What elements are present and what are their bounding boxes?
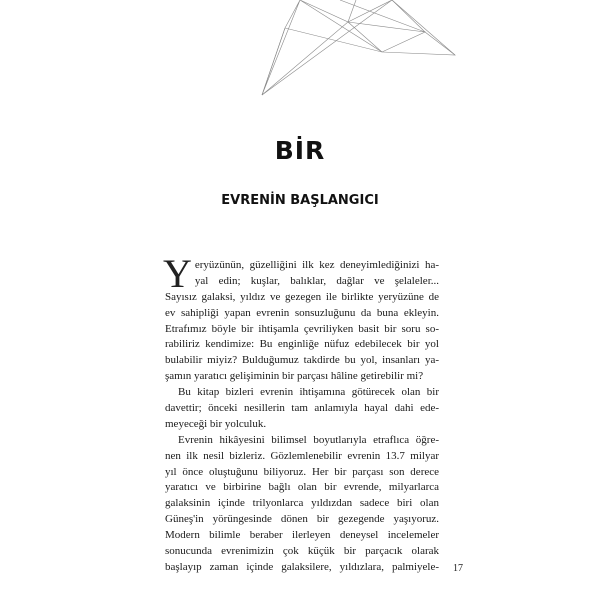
text-line: eryüzünün, güzelliğini ilk kez deneyimlediğinizi ha- [194,259,439,271]
text-line: galaksinin içinde trilyonlarca yıldızdan sadece biri olan [165,497,439,510]
text-line: ev sahipliği yapan evrenin sonsuzluğunu da buna ekleyin. [165,306,439,319]
text-line: yıl önce oluştuğunu biliyoruz. Her bir parçası son derece [165,465,439,478]
paragraph [165,385,439,433]
text-line: Bu kitap bizleri evrenin ihtişamına götürecek olan bir [178,386,439,399]
text-line: Evrenin hikâyesini bilimsel boyutlarıyla etraflıca öğre- [178,433,439,446]
chapter-number: BİR [274,136,326,165]
text-line: nen ilk nesil bizleriz. Gözlemlenebilir evrenin 13.7 milyar [165,449,439,462]
text-line: yal edin; kuşlar, balıklar, dağlar ve şelaleler... [194,274,439,287]
text-line: meyeceği bir yolculuk. [165,417,267,430]
text-line: davettir; önceki nesillerin tam anlamıyla hayal dahi ede- [165,402,439,415]
text-line: Sayısız galaksi, yıldız ve gezegen ile birlikte yeryüzüne de [165,290,439,303]
text-line: şamın yaratıcı gelişiminin bir parçası hâline getirebilir mi? [165,370,424,383]
text-line: yaratıcı ve birbirine bağlı olan bir evrende, milyarlarca [165,481,439,494]
text-line: başlayıp zaman içinde galaksilere, yıldızlara, palmiyele- [165,560,439,573]
paragraph [165,433,439,576]
text-line: Etrafımız böyle bir ihtişamla çevriliyken basit bir soru so- [165,322,439,335]
paragraph [163,251,439,385]
body-text [163,251,439,576]
text-line: bulabilir miyiz? Bulduğumuz takdirde bu yol, insanları ya- [165,354,439,367]
page-number: 17 [453,563,463,574]
text-line: rabiliriz kendimize: Bu enginliğe nüfuz edebilecek bir yol [165,338,439,351]
text-line: sonucunda evrenimizin çok küçük bir parçacık olarak [165,545,439,558]
text-line: Modern bilimle beraber ilerleyen deneysel incelemeler [165,529,439,542]
drop-cap: Y [163,251,192,296]
text-line: Güneş'in yörüngesinde dönen bir gezegende yaşıyoruz. [165,513,439,526]
chapter-title: EVRENİN BAŞLANGICI [221,193,379,208]
geometric-line-decoration [0,0,600,120]
